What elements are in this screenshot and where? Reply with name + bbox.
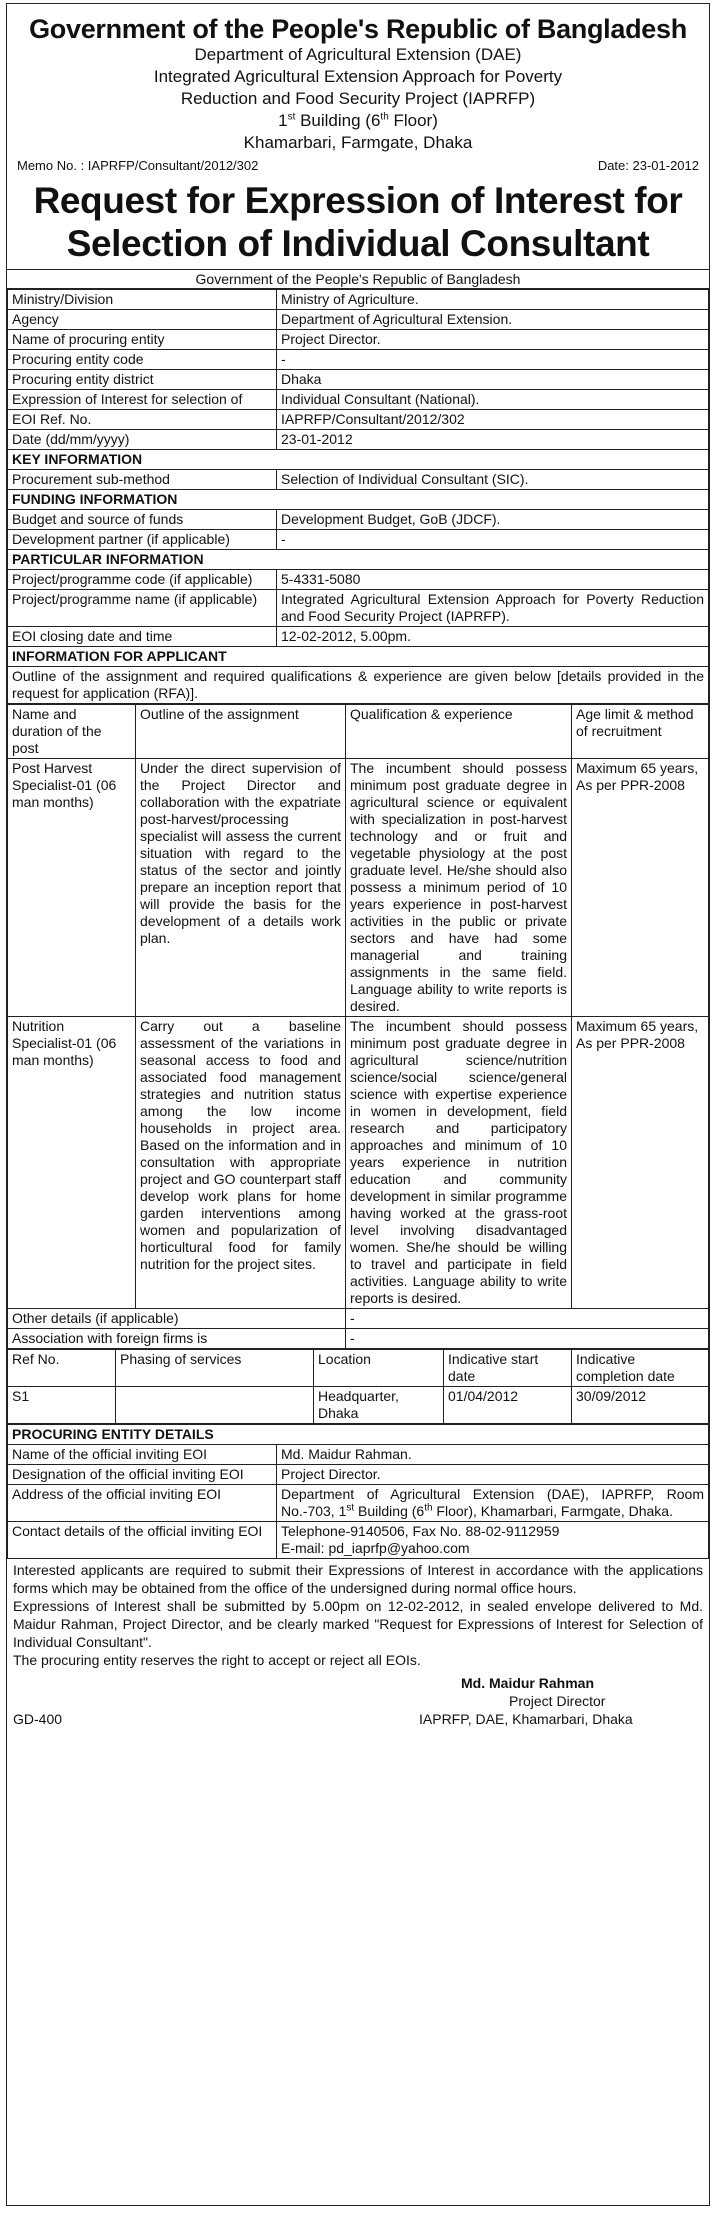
procuring-entity-table: [7, 1424, 709, 1559]
letterhead: [7, 14, 709, 154]
table-row: Date (dd/mm/yyyy) 23-01-2012: [8, 430, 709, 450]
table-row: Contact details of the official inviting EOI Telephone-9140506, Fax No. 88-02-9112959 E-mail: pd_iaprfp@yahoo.com: [8, 1522, 709, 1559]
eoi-notice: [6, 3, 710, 2206]
table-row: Designation of the official inviting EOI Project Director.: [8, 1465, 709, 1485]
table-header-row: Ref No. Phasing of services Location Indicative start date Indicative completion date: [8, 1350, 709, 1387]
department-name: Department of Agricultural Extension (DAE): [194, 45, 522, 64]
table-row: Name of procuring entity Project Director.: [8, 330, 709, 350]
table-row: Expression of Interest for selection of Individual Consultant (National).: [8, 390, 709, 410]
section-heading: FUNDING INFORMATION: [8, 490, 709, 510]
basic-info-table: [7, 289, 709, 704]
project-name-line2: Reduction and Food Security Project (IAPRFP): [180, 89, 536, 108]
ad-code: GD-400: [13, 1711, 63, 1727]
table-row: Development partner (if applicable) -: [8, 530, 709, 550]
office-address: Khamarbari, Farmgate, Dhaka: [243, 133, 473, 152]
table-row: Procuring entity district Dhaka: [8, 370, 709, 390]
signer-name: Md. Maidur Rahman: [461, 1675, 595, 1691]
notice-title: Request for Expression of Interest for Selection of Individual Consultant: [33, 180, 683, 264]
table-row: Procurement sub-method Selection of Individual Consultant (SIC).: [8, 470, 709, 490]
memo-number: Memo No. : IAPRFP/Consultant/2012/302: [17, 158, 259, 173]
section-heading: KEY INFORMATION: [8, 450, 709, 470]
notice-subtitle: Government of the People's Republic of Bangladesh: [7, 270, 709, 289]
section-heading: PROCURING ENTITY DETAILS: [8, 1425, 709, 1445]
table-row: Project/programme code (if applicable) 5-4331-5080: [8, 570, 709, 590]
table-row: Procuring entity code -: [8, 350, 709, 370]
signer-title: Project Director: [509, 1693, 606, 1709]
table-row: Post Harvest Specialist-01 (06 man months) Under the direct supervision of the Project Director and collaboration with the expatriate post-harvest/processing specialist will assess the current situation with regard to the status of the sector and jointly prepare an inception report that will provide the basis for the development of a details work plan. The incumbent should possess minimum post graduate degree in agricultural science or equivalent with specialization in post-harvest technology and or fruit and vegetable physiology at the post graduate level. He/she should also possess a minimum period of 10 years experience in post-harvest activities in the public or private sectors and have had some managerial and training assignments in the same field. Language ability to write reports is desired. Maximum 65 years, As per PPR-2008: [8, 759, 709, 1017]
contact-email: E-mail: pd_iaprfp@yahoo.com: [281, 1540, 470, 1556]
schedule-table: [7, 1349, 709, 1424]
instructions: Interested applicants are required to submit their Expressions of Interest in accordance with the applications forms which may be obtained from the office of the undersigned during normal office hours. Expressions of Interest shall be submitted by 5.00pm on 12-02-2012, in sealed envelope delivered to Md. Maidur Rahman, Project Director, and be clearly marked "Request for Expressions of Interest for Selection of Individual Consultant". The procuring entity reserves the right to accept or reject all EOIs.: [13, 1562, 703, 1668]
section-heading: INFORMATION FOR APPLICANT: [8, 647, 709, 667]
table-row: EOI Ref. No. IAPRFP/Consultant/2012/302: [8, 410, 709, 430]
table-row: Outline of the assignment and required qualifications & experience are given below [details provided in the request for application (RFA)].: [8, 667, 709, 704]
building-line: 1st Building (6th Floor): [278, 111, 438, 130]
project-name-line1: Integrated Agricultural Extension Approach for Poverty: [153, 67, 563, 86]
table-row: Other details (if applicable) -: [8, 1309, 709, 1329]
table-row: S1 Headquarter, Dhaka 01/04/2012 30/09/2012: [8, 1387, 709, 1424]
table-row: Ministry/Division Ministry of Agriculture.: [8, 290, 709, 310]
table-row: Agency Department of Agricultural Extension.: [8, 310, 709, 330]
government-name: Government of the People's Republic of Bangladesh: [29, 14, 687, 44]
table-row: Nutrition Specialist-01 (06 man months) Carry out a baseline assessment of the variations in seasonal access to food and associated food management strategies and nutrition status among the low income households in project area. Based on the information and in consultation with appropriate project and GO counterpart staff develop work plans for home garden interventions among women and popularization of horticultural food for family nutrition for the project sites. The incumbent should possess minimum post graduate degree in agricultural science/nutrition science/social science/general science with expertise experience in women in development, field research and participatory approaches and minimum of 10 years experience in nutrition education and community development in similar programme having worked at the grass-root level involving disadvantaged women. She/he should be willing to travel and participate in field activities. Language ability to write reports is desired. Maximum 65 years, As per PPR-2008: [8, 1017, 709, 1309]
table-header-row: Name and duration of the post Outline of the assignment Qualification & experience Age limit & method of recruitment: [8, 705, 709, 759]
section-heading: PARTICULAR INFORMATION: [8, 550, 709, 570]
assignment-table: [7, 704, 709, 1349]
memo-line: [7, 158, 709, 173]
signer-organization: IAPRFP, DAE, Khamarbari, Dhaka: [419, 1711, 633, 1727]
table-row: Name of the official inviting EOI Md. Maidur Rahman.: [8, 1445, 709, 1465]
table-row: Budget and source of funds Development Budget, GoB (JDCF).: [8, 510, 709, 530]
memo-date: Date: 23-01-2012: [597, 158, 699, 173]
table-row: Address of the official inviting EOI Department of Agricultural Extension (DAE), IAPRFP, Room No.-703, 1st Building (6th Floor), Khamarbari, Farmgate, Dhaka.: [8, 1485, 709, 1522]
signature-block: [7, 1671, 709, 1733]
table-row: Project/programme name (if applicable) Integrated Agricultural Extension Approach for Poverty Reduction and Food Security Project (IAPRFP).: [8, 590, 709, 627]
table-row: EOI closing date and time 12-02-2012, 5.00pm.: [8, 627, 709, 647]
table-row: Association with foreign firms is -: [8, 1329, 709, 1349]
